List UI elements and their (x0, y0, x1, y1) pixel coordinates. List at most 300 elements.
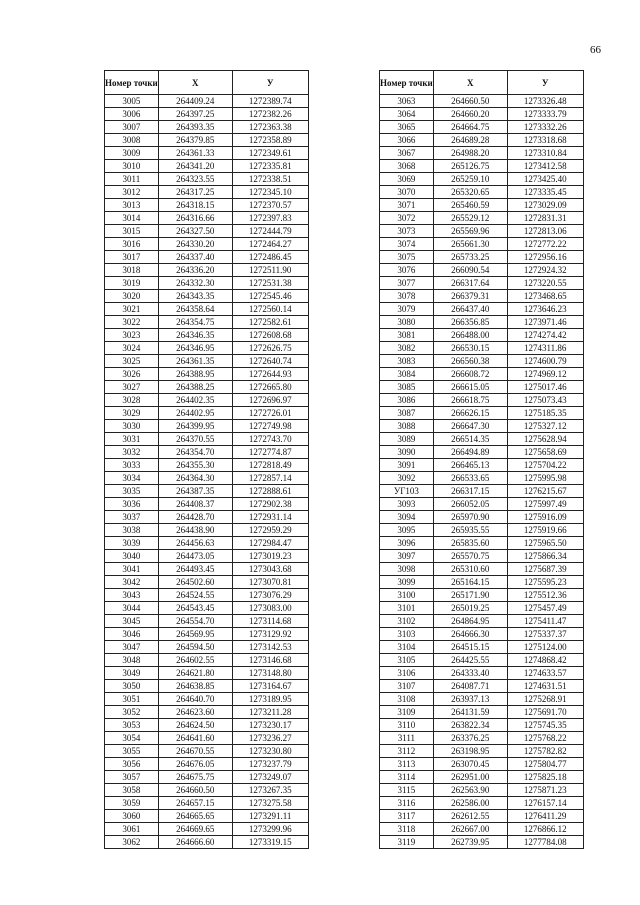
cell-y: 1273237.79 (232, 758, 308, 771)
cell-point-number: 3091 (380, 459, 434, 472)
cell-point-number: 3111 (380, 732, 434, 745)
cell-x: 264355.30 (158, 459, 232, 472)
table-row (105, 342, 309, 355)
cell-point-number: 3085 (380, 381, 434, 394)
cell-x: 266090.54 (433, 264, 507, 277)
cell-y: 1272665.80 (232, 381, 308, 394)
cell-point-number: 3064 (380, 108, 434, 121)
table-row (105, 264, 309, 277)
cell-x: 264425.55 (433, 654, 507, 667)
cell-point-number: 3009 (105, 147, 159, 160)
table-row (380, 537, 584, 550)
cell-y: 1272545.46 (232, 290, 308, 303)
table-row (380, 641, 584, 654)
table-row (105, 576, 309, 589)
cell-y: 1273076.29 (232, 589, 308, 602)
cell-x: 264623.60 (158, 706, 232, 719)
cell-point-number: 3050 (105, 680, 159, 693)
table-row (380, 719, 584, 732)
cell-y: 1273211.28 (232, 706, 308, 719)
cell-y: 1275073.43 (507, 394, 583, 407)
cell-x: 266465.13 (433, 459, 507, 472)
cell-x: 264660.50 (433, 95, 507, 108)
cell-x: 264602.55 (158, 654, 232, 667)
cell-x: 266615.05 (433, 381, 507, 394)
cell-x: 264493.45 (158, 563, 232, 576)
cell-y: 1275124.00 (507, 641, 583, 654)
table-row (380, 511, 584, 524)
cell-x: 266488.00 (433, 329, 507, 342)
cell-x: 264337.40 (158, 251, 232, 264)
cell-x: 264323.55 (158, 173, 232, 186)
table-row (380, 290, 584, 303)
cell-point-number: 3070 (380, 186, 434, 199)
cell-y: 1272358.89 (232, 134, 308, 147)
table-row (105, 147, 309, 160)
cell-y: 1275268.91 (507, 693, 583, 706)
table-row (380, 394, 584, 407)
table-row (380, 628, 584, 641)
cell-x: 263937.13 (433, 693, 507, 706)
cell-y: 1275411.47 (507, 615, 583, 628)
cell-point-number: 3016 (105, 238, 159, 251)
cell-x: 266514.35 (433, 433, 507, 446)
cell-x: 264657.15 (158, 797, 232, 810)
table-row (380, 381, 584, 394)
header-y: У (507, 71, 583, 95)
cell-x: 264641.60 (158, 732, 232, 745)
table-row (105, 108, 309, 121)
table-header-row (380, 71, 584, 95)
cell-point-number: 3006 (105, 108, 159, 121)
page-number: 66 (590, 44, 601, 56)
cell-point-number: 3067 (380, 147, 434, 160)
cell-y: 1275595.23 (507, 576, 583, 589)
table-row (105, 95, 309, 108)
table-row (105, 160, 309, 173)
cell-point-number: 3073 (380, 225, 434, 238)
cell-y: 1274868.42 (507, 654, 583, 667)
cell-x: 262586.00 (433, 797, 507, 810)
cell-x: 266647.30 (433, 420, 507, 433)
cell-point-number: 3105 (380, 654, 434, 667)
cell-point-number: 3090 (380, 446, 434, 459)
cell-x: 265019.25 (433, 602, 507, 615)
table-row (380, 472, 584, 485)
cell-point-number: 3040 (105, 550, 159, 563)
cell-y: 1275704.22 (507, 459, 583, 472)
table-row (380, 576, 584, 589)
cell-point-number: 3059 (105, 797, 159, 810)
table-row (105, 485, 309, 498)
cell-point-number: 3054 (105, 732, 159, 745)
cell-point-number: 3104 (380, 641, 434, 654)
cell-x: 264388.95 (158, 368, 232, 381)
table-row (380, 745, 584, 758)
table-row (380, 433, 584, 446)
table-row (380, 342, 584, 355)
cell-y: 1273043.68 (232, 563, 308, 576)
cell-point-number: 3020 (105, 290, 159, 303)
table-row (105, 680, 309, 693)
cell-y: 1273291.11 (232, 810, 308, 823)
cell-point-number: 3089 (380, 433, 434, 446)
cell-y: 1275995.98 (507, 472, 583, 485)
cell-x: 264330.20 (158, 238, 232, 251)
cell-y: 1275691.70 (507, 706, 583, 719)
cell-y: 1272956.16 (507, 251, 583, 264)
table-row (105, 589, 309, 602)
cell-point-number: 3106 (380, 667, 434, 680)
cell-point-number: 3013 (105, 199, 159, 212)
cell-point-number: 3107 (380, 680, 434, 693)
cell-y: 1273971.46 (507, 316, 583, 329)
cell-x: 265661.30 (433, 238, 507, 251)
header-point-number: Номер точки (380, 71, 434, 95)
table-row (105, 381, 309, 394)
cell-point-number: 3099 (380, 576, 434, 589)
cell-point-number: 3072 (380, 212, 434, 225)
cell-x: 264332.30 (158, 277, 232, 290)
cell-x: 266052.05 (433, 498, 507, 511)
cell-x: 262612.55 (433, 810, 507, 823)
cell-x: 264388.25 (158, 381, 232, 394)
cell-y: 1272382.26 (232, 108, 308, 121)
cell-point-number: 3078 (380, 290, 434, 303)
cell-y: 1275457.49 (507, 602, 583, 615)
cell-y: 1273425.40 (507, 173, 583, 186)
table-row (105, 784, 309, 797)
cell-x: 265126.75 (433, 160, 507, 173)
cell-point-number: 3103 (380, 628, 434, 641)
table-row (105, 394, 309, 407)
cell-x: 263376.25 (433, 732, 507, 745)
cell-point-number: 3055 (105, 745, 159, 758)
cell-point-number: 3045 (105, 615, 159, 628)
table-row (380, 316, 584, 329)
table-row (105, 134, 309, 147)
cell-x: 264638.85 (158, 680, 232, 693)
cell-y: 1272486.45 (232, 251, 308, 264)
table-row (105, 836, 309, 849)
cell-y: 1274311.86 (507, 342, 583, 355)
cell-point-number: УГ103 (380, 485, 434, 498)
cell-y: 1272389.74 (232, 95, 308, 108)
cell-point-number: 3044 (105, 602, 159, 615)
table-row (380, 251, 584, 264)
cell-x: 264364.30 (158, 472, 232, 485)
table-row (105, 212, 309, 225)
cell-x: 266530.15 (433, 342, 507, 355)
cell-x: 264554.70 (158, 615, 232, 628)
cell-x: 264358.64 (158, 303, 232, 316)
cell-y: 1275512.36 (507, 589, 583, 602)
cell-point-number: 3116 (380, 797, 434, 810)
cell-x: 266608.72 (433, 368, 507, 381)
cell-y: 1273468.65 (507, 290, 583, 303)
cell-y: 1272924.32 (507, 264, 583, 277)
cell-y: 1275327.12 (507, 420, 583, 433)
cell-y: 1273267.35 (232, 784, 308, 797)
table-row (380, 277, 584, 290)
cell-point-number: 3018 (105, 264, 159, 277)
table-row (380, 693, 584, 706)
table-row (380, 264, 584, 277)
cell-x: 266379.31 (433, 290, 507, 303)
cell-y: 1275658.69 (507, 446, 583, 459)
cell-x: 265835.60 (433, 537, 507, 550)
cell-x: 264689.28 (433, 134, 507, 147)
cell-x: 265935.55 (433, 524, 507, 537)
cell-point-number: 3033 (105, 459, 159, 472)
cell-point-number: 3092 (380, 472, 434, 485)
table-row (380, 446, 584, 459)
cell-point-number: 3012 (105, 186, 159, 199)
cell-x: 265259.10 (433, 173, 507, 186)
table-row (380, 485, 584, 498)
cell-x: 264864.95 (433, 615, 507, 628)
cell-point-number: 3100 (380, 589, 434, 602)
cell-point-number: 3037 (105, 511, 159, 524)
table-row (105, 602, 309, 615)
cell-y: 1272902.38 (232, 498, 308, 511)
cell-y: 1273220.55 (507, 277, 583, 290)
cell-point-number: 3088 (380, 420, 434, 433)
cell-x: 265529.12 (433, 212, 507, 225)
table-row (105, 303, 309, 316)
table-row (105, 706, 309, 719)
cell-x: 264399.95 (158, 420, 232, 433)
cell-y: 1272531.38 (232, 277, 308, 290)
cell-x: 264666.30 (433, 628, 507, 641)
cell-x: 264379.85 (158, 134, 232, 147)
cell-x: 264341.20 (158, 160, 232, 173)
cell-y: 1273142.53 (232, 641, 308, 654)
cell-point-number: 3097 (380, 550, 434, 563)
cell-y: 1277784.08 (507, 836, 583, 849)
table-row (105, 329, 309, 342)
table-row (105, 277, 309, 290)
cell-x: 265733.25 (433, 251, 507, 264)
cell-x: 264621.80 (158, 667, 232, 680)
cell-x: 263070.45 (433, 758, 507, 771)
cell-y: 1272818.49 (232, 459, 308, 472)
table-row (380, 654, 584, 667)
cell-point-number: 3007 (105, 121, 159, 134)
cell-x: 265570.75 (433, 550, 507, 563)
cell-point-number: 3029 (105, 407, 159, 420)
table-row (105, 368, 309, 381)
cell-x: 264131.59 (433, 706, 507, 719)
cell-y: 1272338.51 (232, 173, 308, 186)
cell-point-number: 3081 (380, 329, 434, 342)
cell-y: 1273148.80 (232, 667, 308, 680)
cell-y: 1272345.10 (232, 186, 308, 199)
table-row (105, 433, 309, 446)
cell-x: 265970.90 (433, 511, 507, 524)
cell-x: 264594.50 (158, 641, 232, 654)
cell-point-number: 3041 (105, 563, 159, 576)
table-row (105, 173, 309, 186)
cell-x: 262739.95 (433, 836, 507, 849)
cell-y: 1273189.95 (232, 693, 308, 706)
coordinates-table-left (104, 70, 309, 849)
cell-point-number: 3024 (105, 342, 159, 355)
cell-x: 264988.20 (433, 147, 507, 160)
table-row (380, 303, 584, 316)
cell-point-number: 3005 (105, 95, 159, 108)
table-row (105, 719, 309, 732)
cell-y: 1272813.06 (507, 225, 583, 238)
cell-point-number: 3011 (105, 173, 159, 186)
cell-x: 264361.33 (158, 147, 232, 160)
cell-point-number: 3069 (380, 173, 434, 186)
cell-point-number: 3098 (380, 563, 434, 576)
cell-y: 1275866.34 (507, 550, 583, 563)
table-row (380, 225, 584, 238)
cell-y: 1275017.46 (507, 381, 583, 394)
cell-x: 264660.50 (158, 784, 232, 797)
cell-x: 265320.65 (433, 186, 507, 199)
cell-point-number: 3109 (380, 706, 434, 719)
cell-y: 1273029.09 (507, 199, 583, 212)
cell-x: 264387.35 (158, 485, 232, 498)
cell-y: 1275965.50 (507, 537, 583, 550)
cell-y: 1276157.14 (507, 797, 583, 810)
cell-point-number: 3019 (105, 277, 159, 290)
cell-y: 1272560.14 (232, 303, 308, 316)
table-row (380, 108, 584, 121)
table-row (380, 199, 584, 212)
cell-y: 1273333.79 (507, 108, 583, 121)
cell-y: 1272726.01 (232, 407, 308, 420)
cell-point-number: 3114 (380, 771, 434, 784)
cell-x: 266317.64 (433, 277, 507, 290)
cell-x: 264087.71 (433, 680, 507, 693)
table-row (105, 407, 309, 420)
cell-x: 264408.37 (158, 498, 232, 511)
cell-x: 266494.89 (433, 446, 507, 459)
cell-y: 1273275.58 (232, 797, 308, 810)
cell-point-number: 3026 (105, 368, 159, 381)
table-row (380, 784, 584, 797)
cell-y: 1274631.51 (507, 680, 583, 693)
cell-y: 1273335.45 (507, 186, 583, 199)
table-row (380, 355, 584, 368)
cell-x: 265310.60 (433, 563, 507, 576)
cell-point-number: 3076 (380, 264, 434, 277)
cell-y: 1272335.81 (232, 160, 308, 173)
cell-point-number: 3087 (380, 407, 434, 420)
cell-y: 1275916.09 (507, 511, 583, 524)
table-row (105, 420, 309, 433)
cell-point-number: 3038 (105, 524, 159, 537)
cell-x: 264397.25 (158, 108, 232, 121)
cell-x: 264318.15 (158, 199, 232, 212)
cell-x: 264333.40 (433, 667, 507, 680)
cell-x: 266618.75 (433, 394, 507, 407)
cell-x: 262563.90 (433, 784, 507, 797)
table-row (380, 550, 584, 563)
cell-y: 1273318.68 (507, 134, 583, 147)
table-row (105, 121, 309, 134)
table-row (380, 160, 584, 173)
cell-point-number: 3052 (105, 706, 159, 719)
cell-x: 264515.15 (433, 641, 507, 654)
table-row (380, 823, 584, 836)
cell-point-number: 3113 (380, 758, 434, 771)
table-row (380, 95, 584, 108)
cell-point-number: 3028 (105, 394, 159, 407)
table-row (380, 186, 584, 199)
cell-x: 264370.55 (158, 433, 232, 446)
cell-point-number: 3101 (380, 602, 434, 615)
cell-x: 264402.95 (158, 407, 232, 420)
header-point-number: Номер точки (105, 71, 159, 95)
table-row (380, 615, 584, 628)
cell-y: 1272959.29 (232, 524, 308, 537)
cell-y: 1273070.81 (232, 576, 308, 589)
table-row (105, 654, 309, 667)
cell-y: 1272857.14 (232, 472, 308, 485)
cell-point-number: 3080 (380, 316, 434, 329)
table-row (380, 121, 584, 134)
cell-point-number: 3084 (380, 368, 434, 381)
cell-x: 264675.75 (158, 771, 232, 784)
cell-y: 1272774.87 (232, 446, 308, 459)
cell-point-number: 3014 (105, 212, 159, 225)
cell-x: 264473.05 (158, 550, 232, 563)
table-row (105, 459, 309, 472)
table-row (380, 758, 584, 771)
cell-y: 1275745.35 (507, 719, 583, 732)
cell-point-number: 3034 (105, 472, 159, 485)
table-row (380, 732, 584, 745)
cell-point-number: 3022 (105, 316, 159, 329)
cell-y: 1272644.93 (232, 368, 308, 381)
cell-point-number: 3015 (105, 225, 159, 238)
table-row (105, 641, 309, 654)
cell-y: 1274600.79 (507, 355, 583, 368)
table-row (105, 563, 309, 576)
cell-point-number: 3010 (105, 160, 159, 173)
cell-x: 263198.95 (433, 745, 507, 758)
cell-y: 1275687.39 (507, 563, 583, 576)
cell-y: 1275628.94 (507, 433, 583, 446)
cell-y: 1275997.49 (507, 498, 583, 511)
cell-y: 1273332.26 (507, 121, 583, 134)
cell-point-number: 3053 (105, 719, 159, 732)
cell-point-number: 3031 (105, 433, 159, 446)
cell-y: 1275185.35 (507, 407, 583, 420)
table-row (105, 693, 309, 706)
cell-y: 1272444.79 (232, 225, 308, 238)
header-x: X (158, 71, 232, 95)
table-row (105, 524, 309, 537)
cell-point-number: 3115 (380, 784, 434, 797)
table-row (105, 628, 309, 641)
cell-y: 1273019.23 (232, 550, 308, 563)
cell-y: 1272772.22 (507, 238, 583, 251)
cell-point-number: 3046 (105, 628, 159, 641)
cell-x: 264664.75 (433, 121, 507, 134)
cell-point-number: 3065 (380, 121, 434, 134)
table-row (105, 316, 309, 329)
cell-point-number: 3075 (380, 251, 434, 264)
table-row (105, 537, 309, 550)
cell-point-number: 3035 (105, 485, 159, 498)
cell-x: 266356.85 (433, 316, 507, 329)
